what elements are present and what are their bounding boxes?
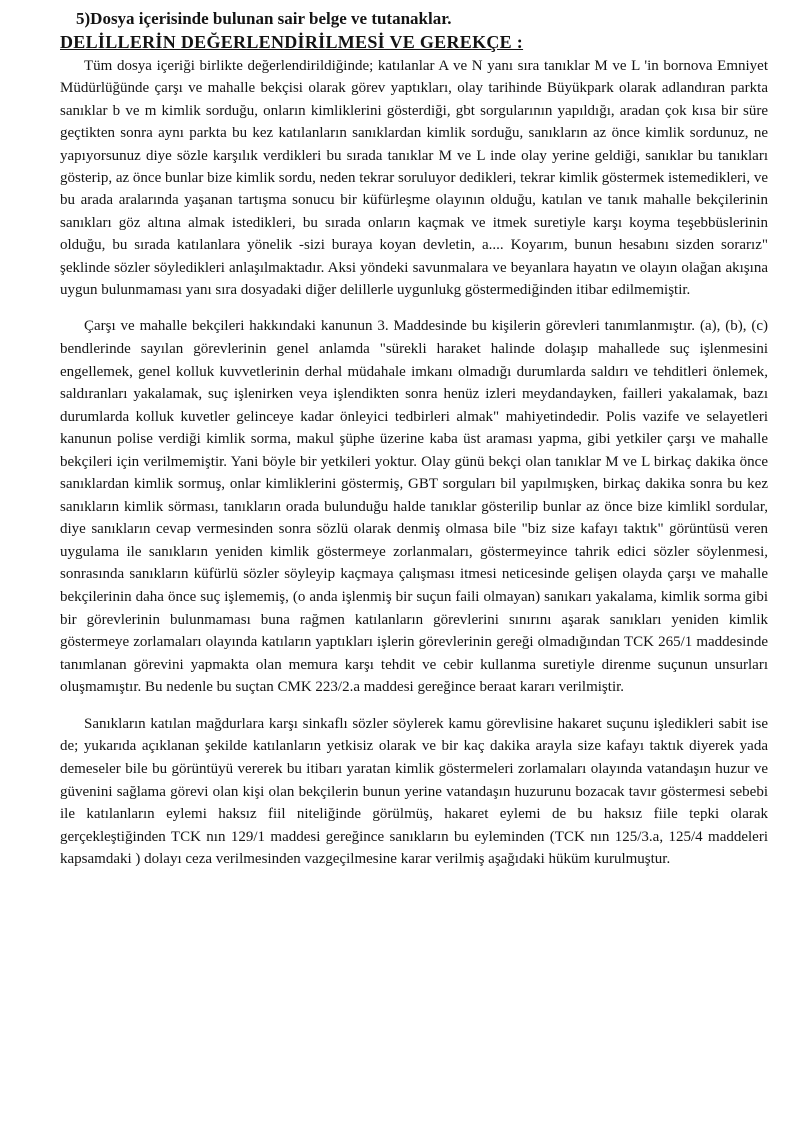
paragraph-watchmen-law: Çarşı ve mahalle bekçileri hakkındaki kanunun 3. Maddesinde bu kişilerin görevleri tanımlanmıştır. (a), (b), (c) bendlerinde sayılan görevlerinin genel anlamda "sürekli haraket halinde dolaşıp mahallede suç işlenmesini engellemek, genel kolluk kuvvetlerinin derhal müdahale imkanı olmadığı durumlarda saldırı ve tehditleri önlemek, saldıranları yakalamak, suç işlenirken veya işlendikten sonra henüz izleri meydandayken, failleri yakalamak, bazı durumlarda kolluk kuvetler gelinceye kadar önleyici tedbirleri almak" mahiyetindedir. Polis vazife ve selayetleri kanunun polise verdiği kimlik sorma, makul şüphe üzerine kaba üst araması yapma, gibi yetkiler çarşı ve mahalle bekçileri için verilmemiştir. Yani böyle bir yetkileri yoktur. Olay günü bekçi olan tanıklar M ve L birkaç dakika önce sanıklardan kimlik sormuş, onlar kimliklerini göstermiş, GBT sorguları bil yapılmışken, birkaç dakika sonra bu kez sanıkların kimlik sörması, tanıkların orada bulunduğu halde tanıklar gösterilip bunlar az önce bize kimlikl sordular, diye sanıkların cevap vermesinden sonra sözlü olarak denmiş olmasa bile "biz size kafayı taktık" görüntüsü veren uygulama ile sanıkların yeniden kimlik göstermeye zorlanmaları, göstermeyince tahrik edici sözler söylenmesi, sonrasında sanıkların küfürlü sözler söyleyip kaçmaya çalışması itmesi neticesinde gelişen olayda çarşı ve mahalle bekçilerinin daha önce suç işlememiş, (o anda işlenmiş bir suçun faili olmayan) sanıkarı yakalama, kimlik sorma gibi bir görevlerinin bulunmaması buna rağmen katılanların görevlerini sınırını aşarak sanıkları yeniden kimlik göstermeye zorlamaları olayında katıların yaptıkları işlerin görevlerinin gereği olmadığından TCK 265/1 maddesinde tanımlanan görevini yapmakta olan memura karşı tehdit ve cebir kullanma suretiyle direnme suçunun unsurları oluşmamıştır. Bu nedenle bu suçtan CMK 223/2.a maddesi gereğince beraat kararı verilmiştir. [60,318,768,696]
reasoning-heading: DELİLLERİN DEĞERLENDİRİLMESİ VE GEREKÇE : [60,32,524,52]
paragraph-insult-judgment: Sanıkların katılan mağdurlara karşı sinkaflı sözler söylerek kamu görevlisine hakaret suçunu işledikleri sabit ise de; yukarıda açıklanan şekilde katılanların yetkisiz olarak ve bir kaç dakika arayla size kafayı taktık diyerek yada demeseler bile bu görüntüyü vererek bu itibarı yaratan kimlik göstermeleri zorlamaları olayında vatandaşın huzur ve güvenini sağlama görevi olan kişi olan bekçilerin bunun yerine vatandaşın huzurunu bozacak tavır göstermesi sebebi ile katılanların eylemi haksız fiil niteliğinde görülmüş, hakaret eylemi de bu haksız fiile tepki olarak gerçekleştiğinden TCK nın 129/1 maddesi gereğince sanıkların bu eyleminden (TCK nın 125/3.a, 125/4 maddeleri kapsamdaki ) dolayı ceza verilmesinden vazgeçilmesine karar verilmiş aşağıdaki hüküm kurulmuştur. [60,715,768,868]
section-heading: 5)Dosya içerisinde bulunan sair belge ve tutanaklar. [76,9,452,28]
paragraph-evaluation: Tüm dosya içeriği birlikte değerlendirildiğinde; katılanlar A ve N yanı sıra tanıklar M ve L 'in bornova Emniyet Müdürlüğünde çarşı ve mahalle bekçisi olarak görev yaptıkları, olay tarihinde Büyükpark olarak adlandıran parkta sanıklar b ve m kimlik sorduğu, onların kimliklerini gösterdiği, gbt sorgularının yapıldığı, aradan çok kısa bir süre geçtikten sonra aynı parkta bu kez katılanların sanıklardan kimlik sorduğu, sanıkların az önce kimlik sordunuz, ne yapıyorsunuz diye sözle karşılık verdikleri bu sırada tanıklar M ve L inde olay yerine geldiği, sanıklar bu tanıkları gösterip, az önce bunlar bize kimlik sordu, neden tekrar soruluyor dedikleri, tekrar kimlik göstermek istemedikleri, ve bu arada aralarında yaşanan tartışma sonucu bir küfürleşme olayının olduğu, katılan ve tanık mahalle bekçilerinin sanıkları göz altına almak istedikleri, bu sırada onların kaçmak ve itmek suretiyle karşı koyma teşebbüslerinin olduğu, bu sırada katılanlara yönelik -sizi buraya koyan devletin, a.... Koyarım, bunun hesabını sizden sorarız" şeklinde sözler söyledikleri anlaşılmaktadır. Aksi yöndeki savunmalara ve beyanlara hayatın ve olayın olağan akışına uygun bulunmaması yanı sıra dosyadaki diğer delillerle uygunlukg göstermediğinden itibar edilmemiştir. [60,58,768,299]
